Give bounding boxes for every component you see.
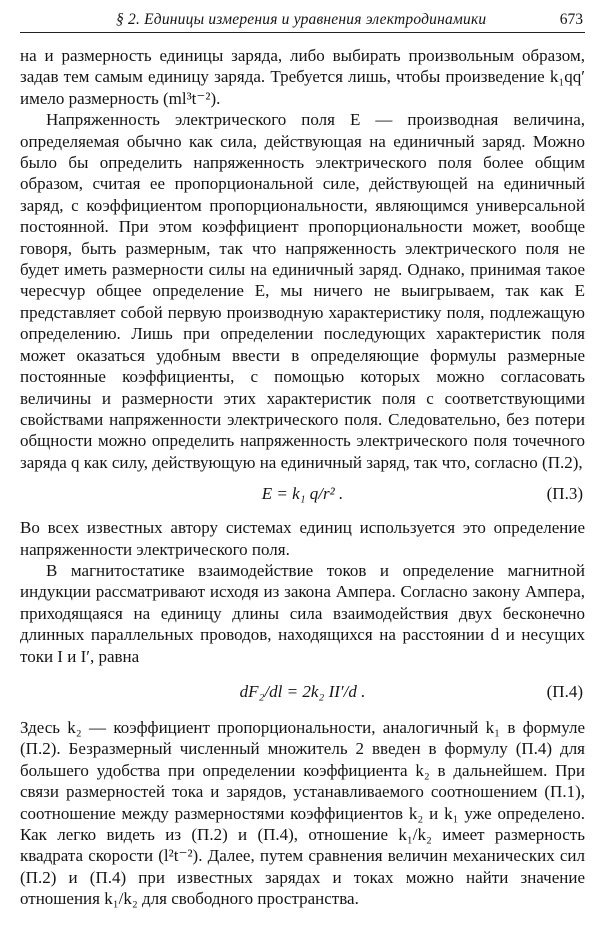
equation-p3 xyxy=(20,473,585,517)
equation-formula: E = k₁ q/r² . xyxy=(261,484,344,504)
running-header xyxy=(20,6,585,33)
paragraph-continuation: на и размерность единицы заряда, либо выбирать произвольным образом, задав тем самым единицу заряда. Требуется лишь, чтобы произведение k₁qq′ имело размерность (ml³t⁻²). xyxy=(20,46,585,108)
paragraph-systems-of-units: Во всех известных автору системах единиц используется это определение напряженности электрического поля. xyxy=(20,518,585,559)
equation-number: (П.3) xyxy=(546,484,583,504)
equation-p4 xyxy=(20,667,585,717)
equation-formula: dF₂/dl = 2k₂ II′/d . xyxy=(239,681,366,701)
section-title: § 2. Единицы измерения и уравнения электродинамики xyxy=(116,11,487,28)
book-page xyxy=(20,0,585,927)
page-number: 673 xyxy=(559,11,583,28)
paragraph-coefficient-k2: Здесь k₂ — коэффициент пропорциональности, аналогичный k₁ в формуле (П.2). Безразмерный численный множитель 2 введен в формулу (П.4) для большего удобства при определении коэффициента k₂ в дальнейшем. При связи размерностей тока и зарядов, устанавливаемого соотношением (П.1), соотношение между размерностями коэффициентов k₂ и k₁ уже определено. Как легко видеть из (П.2) и (П.4), отношение k₁/k₂ имеет размерность квадрата скорости (l²t⁻²). Далее, путем сравнения величин механических сил (П.2) и (П.4) при известных зарядах и токах можно найти значение отношения k₁/k₂ для свободного пространства. xyxy=(20,717,585,909)
body-text xyxy=(20,45,585,910)
paragraph-magnetostatics: В магнитостатике взаимодействие токов и определение магнитной индукции рассматривают исходя из закона Ампера. Согласно закону Ампера, приходящаяся на единицу длины сила взаимодействия двух бесконечно длинных параллельных проводов, находящихся на расстоянии d и несущих токи I и I′, равна xyxy=(20,560,585,666)
equation-number: (П.4) xyxy=(546,681,583,701)
paragraph-electric-field-definition: Напряженность электрического поля E — производная величина, определяемая обычно как сила, действующая на единичный заряд. Можно было бы определить напряженность электрического поля более общим образом, считая ее пропорциональной силе, действующей на единичный заряд, с коэффициентом пропорциональности, являющимся универсальной постоянной. При этом коэффициент пропорциональности может, вообще говоря, быть размерным, так что напряженность электрического поля не будет иметь размерности силы на единичный заряд. Однако, принимая такое чересчур общее определение E, мы ничего не выигрываем, так как E представляет собой первую производную характеристику поля, подлежащую определению. Лишь при определении последующих характеристик поля может оказаться удобным ввести в определяющие формулы размерные постоянные коэффициенты, с помощью которых можно согласовать величины и размерности этих характеристик поля с соответствующими свойствами напряженности электрического поля. Следовательно, без потери общности можно определить напряженность электрического поля точечного заряда q как силу, действующую на единичный заряд, так что, согласно (П.2), xyxy=(20,110,585,472)
